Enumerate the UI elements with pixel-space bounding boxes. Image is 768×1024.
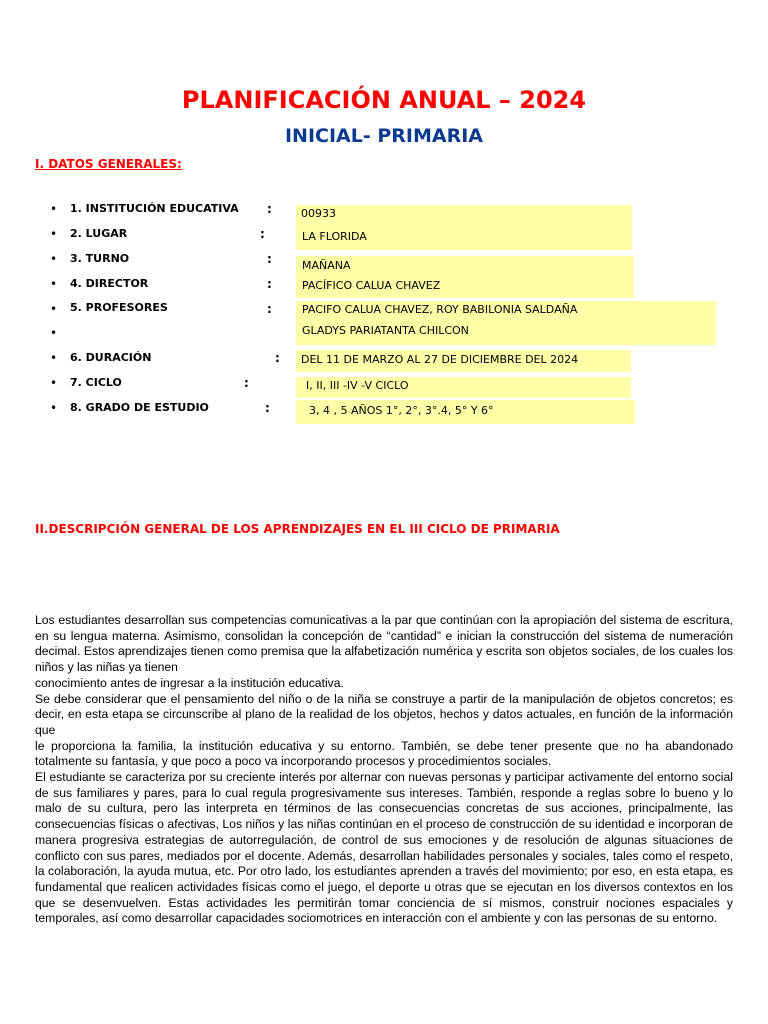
description-body — [35, 613, 733, 927]
value-grado-de-estudio: 3, 4 , 5 AÑOS 1°, 2°, 3°.4, 5° Y 6° — [309, 404, 494, 417]
colon: : — [267, 277, 272, 291]
label-duracion: 6. DURACIÓN — [70, 351, 152, 364]
bullet: • — [50, 401, 58, 415]
colon: : — [275, 351, 280, 365]
bullet: • — [50, 326, 58, 340]
colon: : — [267, 202, 272, 216]
section-heading-descripcion: II.DESCRIPCIÓN GENERAL DE LOS APRENDIZAJES EN EL III CICLO DE PRIMARIA — [35, 522, 560, 536]
label-profesores: 5. PROFESORES — [70, 301, 168, 314]
value-duracion: DEL 11 DE MARZO AL 27 DE DICIEMBRE DEL 2024 — [301, 353, 579, 366]
bullet: • — [50, 227, 58, 241]
paragraph: Los estudiantes desarrollan sus competencias comunicativas a la par que continúan con la apropiación del sistema de escritura, en su lengua materna. Asimismo, consolidan la concepción de “cantidad” e inician la construcción del sistema de numeración decimal. Estos aprendizajes tienen como premisa que la alfabetización numérica y escrita son objetos sociales, de los cuales los niños y las niñas ya tienen — [35, 613, 733, 675]
paragraph: le proporciona la familia, la institución educativa y su entorno. También, se debe tener presente que no ha abandonado totalmente su fantasía, y que poco a poco va incorporando procesos y procedimientos sociales. — [35, 738, 733, 769]
value-director: PACÍFICO CALUA CHAVEZ — [302, 279, 441, 292]
label-director: 4. DIRECTOR — [70, 277, 149, 290]
bullet: • — [50, 202, 58, 216]
value-profesores-line2: GLADYS PARIATANTA CHILCON — [302, 324, 469, 337]
label-ciclo: 7. CICLO — [70, 376, 122, 389]
value-ciclo: I, II, III -IV -V CICLO — [306, 379, 409, 392]
colon: : — [260, 227, 265, 241]
document-title: PLANIFICACIÓN ANUAL – 2024 — [181, 86, 587, 114]
label-grado-de-estudio: 8. GRADO DE ESTUDIO — [70, 401, 209, 414]
bullet: • — [50, 351, 58, 365]
bullet: • — [50, 252, 58, 266]
bullet: • — [50, 376, 58, 390]
colon: : — [267, 302, 272, 316]
colon: : — [267, 252, 272, 266]
colon: : — [244, 376, 249, 390]
colon: : — [265, 401, 270, 415]
label-lugar: 2. LUGAR — [70, 227, 128, 240]
bullet: • — [50, 277, 58, 291]
paragraph: Se debe considerar que el pensamiento del niño o de la niña se construye a partir de la manipulación de objetos concretos; es decir, en esta etapa se circunscribe al plano de la realidad de los objetos, hechos y datos actuales, en función de la información que — [35, 691, 733, 737]
section-heading-datos-generales: I. DATOS GENERALES: — [35, 157, 182, 171]
document-subtitle: INICIAL- PRIMARIA — [284, 125, 483, 147]
value-institucion-educativa: 00933 — [301, 207, 336, 220]
label-turno: 3. TURNO — [70, 252, 130, 265]
paragraph: conocimiento antes de ingresar a la institución educativa. — [35, 675, 344, 690]
bullet: • — [50, 302, 58, 316]
value-profesores-line1: PACIFO CALUA CHAVEZ, ROY BABILONIA SALDAÑA — [302, 303, 578, 316]
value-turno: MAÑANA — [302, 259, 351, 272]
paragraph: El estudiante se caracteriza por su creciente interés por alternar con nuevas personas y participar activamente del entorno social de sus familiares y pares, para lo cual regula progresivamente sus intereses. También, responde a reglas sobre lo bueno y lo malo de su cultura, pero las interpreta en términos de las consecuencias concretas de sus acciones, principalmente, las consecuencias físicas o afectivas, Los niños y las niñas continúan en el proceso de construcción de su identidad e incorporan de manera progresiva estrategias de autorregulación, de control de sus emociones y de resolución de algunas situaciones de conflicto con sus pares, mediados por el docente. Además, desarrollan habilidades personales y sociales, tales como el respeto, la colaboración, la ayuda mutua, etc. Por otro lado, los estudiantes aprenden a través del movimiento; por eso, en esta etapa, es fundamental que realicen actividades físicas como el juego, el deporte u otras que se ejecutan en los diversos contextos en los que se desenvuelven. Estas actividades les permitirán tomar conciencia de sí mismos, construir nociones espaciales y temporales, así como desarrollar capacidades sociomotrices en interacción con el ambiente y con las personas de su entorno. — [35, 770, 733, 926]
label-institucion-educativa: 1. INSTITUCIÓN EDUCATIVA — [70, 202, 239, 215]
value-lugar: LA FLORIDA — [302, 230, 367, 243]
